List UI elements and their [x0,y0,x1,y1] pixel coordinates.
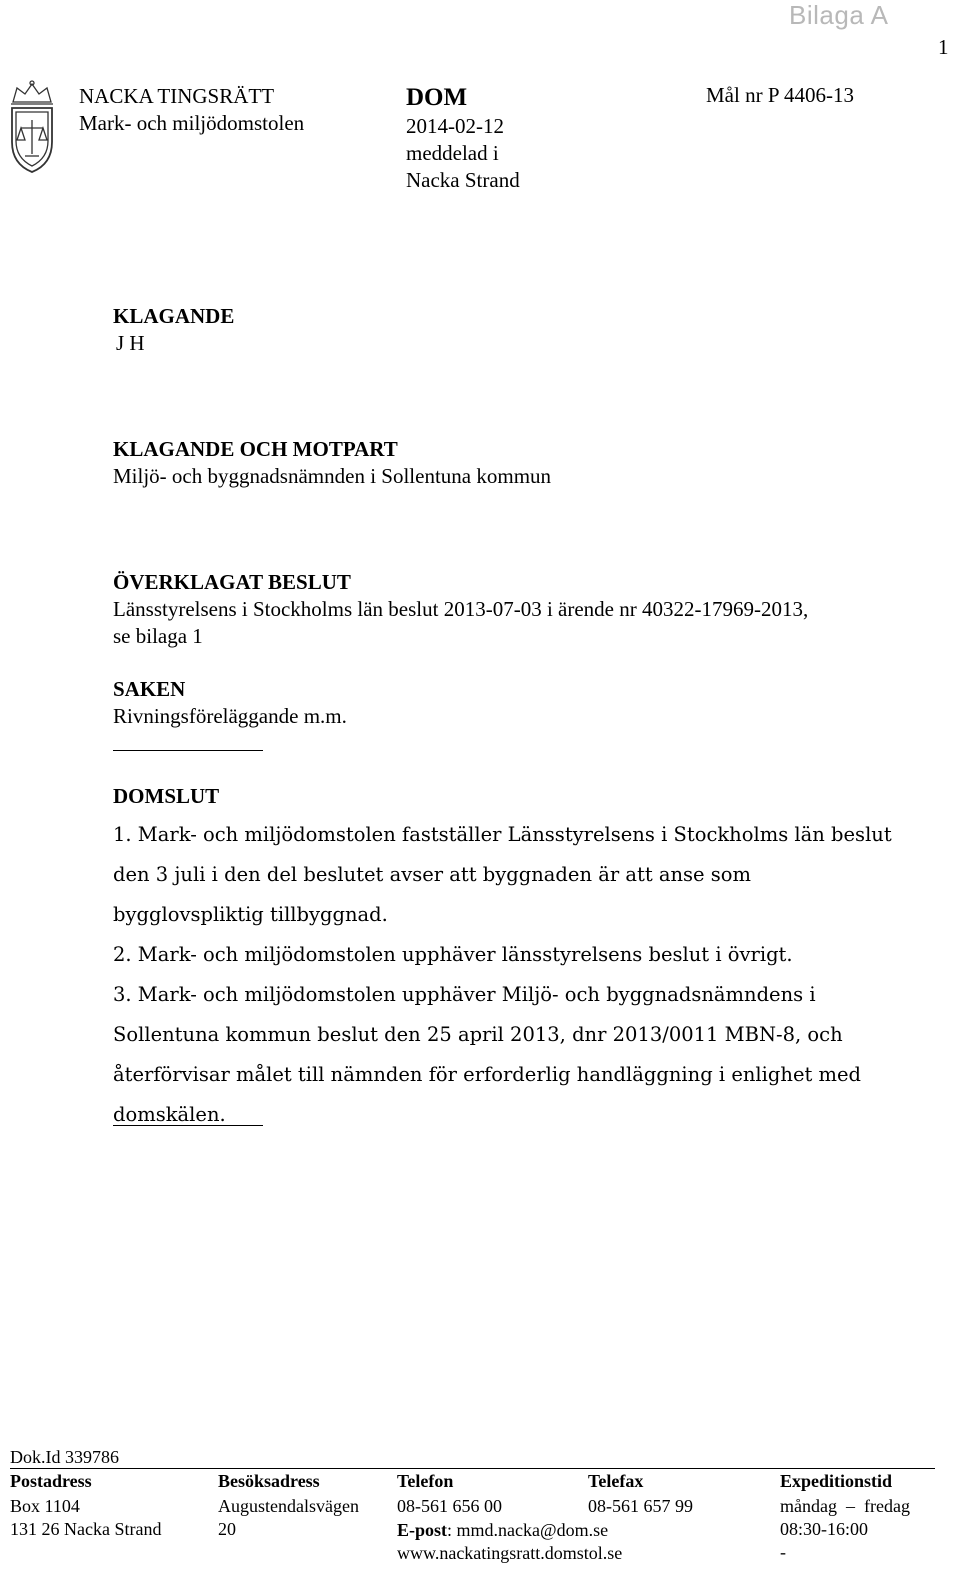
visit-heading: Besöksadress [218,1471,320,1491]
postal-line1: Box 1104 [10,1496,80,1516]
postal-heading: Postadress [10,1471,92,1491]
appellant-heading: KLAGANDE [113,304,235,328]
swedish-coat-of-arms-icon [3,80,61,174]
judgment-title: DOM [406,84,468,111]
visit-line2: 20 [218,1519,236,1539]
judgment-given-line2: Nacka Strand [406,168,520,192]
ruling-items [113,815,893,1135]
footer-postal [10,1470,161,1541]
watermark-bilaga: Bilaga A [789,0,889,30]
ruling-heading-block [113,783,219,810]
footer-visit [218,1470,359,1541]
hours-dash: – [846,1496,855,1516]
fax-heading: Telefax [588,1471,644,1491]
appellant-name: J H [116,331,145,355]
email-label: E-post [397,1520,448,1540]
hours-time: 08:30-16:00 [780,1519,868,1539]
footer-divider [10,1468,935,1469]
ruling-item-3: 3. Mark- och miljödomstolen upphäver Miljö- och byggnadsnämndens i Sollentuna kommun beslut den 25 april 2013, dnr 2013/0011 MBN-8, och återförvisar målet till nämnden för erforderlig handläggning i enlighet med domskälen. [113,983,862,1126]
judgment-date: 2014-02-12 [406,114,504,138]
hours-day-start: måndag [780,1496,837,1516]
email-link[interactable]: : mmd.nacka@dom.se [447,1520,609,1540]
visit-line1: Augustendalsvägen [218,1496,359,1516]
case-number: Mål nr P 4406-13 [706,83,854,107]
website-link[interactable]: www.nackatingsratt.domstol.se [397,1543,623,1563]
counterparty-heading: KLAGANDE OCH MOTPART [113,437,398,461]
hours-heading: Expeditionstid [780,1471,893,1491]
appealed-decision-line1: Länsstyrelsens i Stockholms län beslut 2013-07-03 i ärende nr 40322-17969-2013, [113,597,809,621]
matter-text: Rivningsföreläggande m.m. [113,704,347,728]
appealed-decision-section [113,569,808,650]
ruling-item-2: 2. Mark- och miljödomstolen upphäver länsstyrelsens beslut i övrigt. [113,943,793,966]
court-header [79,83,304,137]
judgment-given-line1: meddelad i [406,141,499,165]
phone-heading: Telefon [397,1471,454,1491]
judgment-header [406,83,520,194]
fax-number: 08-561 657 99 [588,1496,693,1516]
court-division: Mark- och miljödomstolen [79,111,305,135]
ruling-item-1: 1. Mark- och miljödomstolen fastställer Länsstyrelsens i Stockholms län beslut den 3 juli i den del beslutet avser att byggnaden är att anse som bygglovspliktig tillbyggnad. [113,823,892,926]
matter-heading: SAKEN [113,677,186,701]
page-number: 1 [938,35,949,59]
doc-id: Dok.Id 339786 [10,1447,119,1467]
hours-day-end: fredag [864,1496,910,1516]
matter-section [113,676,347,730]
phone-number: 08-561 656 00 [397,1496,502,1516]
counterparty-section [113,436,551,490]
ruling-heading: DOMSLUT [113,784,220,808]
hours-days [780,1495,910,1518]
appellant-section [113,303,234,357]
appealed-decision-heading: ÖVERKLAGAT BESLUT [113,570,351,594]
footer-fax [588,1470,693,1518]
appealed-decision-line2: se bilaga 1 [113,624,203,648]
footer-hours [780,1470,910,1564]
counterparty-name: Miljö- och byggnadsnämnden i Sollentuna kommun [113,464,552,488]
divider-rule [113,750,263,751]
divider-rule-end [113,1125,263,1126]
court-name: NACKA TINGSRÄTT [79,84,275,108]
hours-trail: - [780,1542,786,1562]
postal-line2: 131 26 Nacka Strand [10,1519,162,1539]
